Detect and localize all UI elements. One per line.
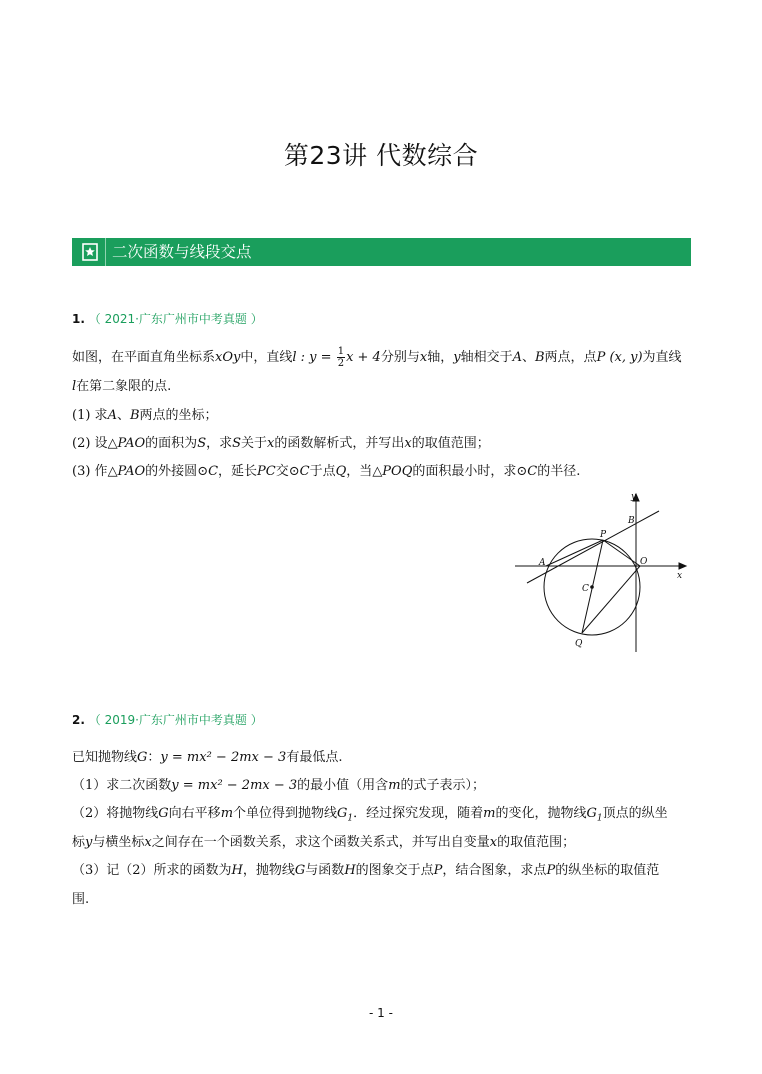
- text: 与函数: [305, 863, 345, 878]
- math-m: m: [483, 806, 496, 821]
- math-triangle-poq: △POQ: [372, 464, 413, 479]
- text: 之间存在一个函数关系，求这个函数关系式，并写出自变量: [151, 835, 490, 850]
- section-banner: [72, 238, 691, 266]
- label-Q: Q: [575, 639, 583, 649]
- text: 的式子表示）；: [400, 778, 486, 793]
- math-G: G: [137, 750, 148, 765]
- text: 为直线: [642, 350, 682, 365]
- banner-divider: [105, 238, 106, 266]
- math-G: G: [158, 806, 169, 821]
- math-m: m: [220, 806, 234, 821]
- math-x: x: [489, 835, 498, 850]
- math-l: l: [72, 379, 77, 394]
- text: 的外接圆: [145, 464, 198, 479]
- section-title: 二次函数与线段交点: [112, 243, 252, 261]
- text: 两点，点: [544, 350, 597, 365]
- text: 的图象交于点: [355, 863, 434, 878]
- question-2-header: [72, 711, 263, 728]
- math-PC: PC: [257, 464, 276, 479]
- x-axis-arrow: [679, 563, 686, 569]
- math-y: y: [453, 350, 461, 365]
- text: 交: [275, 464, 289, 479]
- text: 的变化，抛物线: [495, 806, 587, 821]
- math-G1: $G_1$: [337, 806, 354, 824]
- text: 的纵坐标的取值范: [555, 863, 660, 878]
- math-triangle-pao: △PAO: [107, 436, 146, 451]
- q1-intro-line: [72, 346, 682, 369]
- math-parabola: y = mx² − 2mx − 3: [171, 778, 298, 793]
- label-x: x: [677, 571, 683, 581]
- text: (1) 求: [72, 408, 108, 423]
- text: 向右平移: [168, 806, 221, 821]
- text: ：: [147, 750, 161, 765]
- math-x: x: [419, 350, 428, 365]
- text: 关于: [241, 436, 268, 451]
- q2-line-3: [72, 805, 668, 828]
- text: ，延长: [218, 464, 258, 479]
- q2-line-6: [72, 891, 89, 909]
- text: 轴相交于: [460, 350, 513, 365]
- label-B: B: [628, 516, 635, 526]
- math-xoy: xOy: [215, 350, 241, 365]
- text: 的面积为: [145, 436, 198, 451]
- segment-pa: [546, 540, 603, 566]
- math-B: B: [129, 408, 140, 423]
- text: 两点的坐标；: [139, 408, 218, 423]
- math-B: B: [534, 350, 545, 365]
- q1-part-1: [72, 407, 218, 425]
- question-source: （ 2021·广东广州市中考真题 ）: [88, 312, 263, 326]
- math-G1: $G_1$: [586, 806, 603, 824]
- text: 的取值范围；: [497, 835, 576, 850]
- text: 、: [116, 408, 130, 423]
- math-Q: Q: [335, 464, 347, 479]
- text: 的半径.: [537, 464, 581, 479]
- label-A: A: [539, 558, 546, 568]
- math-P: P: [433, 863, 443, 878]
- text: （3）记（2）所求的函数为: [72, 863, 232, 878]
- math-A: A: [512, 350, 522, 365]
- math-P: P (x, y): [596, 350, 643, 365]
- math-P: P: [546, 863, 556, 878]
- center-point: [590, 585, 594, 589]
- math-parabola: y = mx² − 2mx − 3: [160, 750, 287, 765]
- q1-part-3: [72, 463, 580, 481]
- math-S: S: [232, 436, 242, 451]
- question-1-header: [72, 310, 263, 327]
- segment-po: [603, 540, 640, 566]
- text: （2）将抛物线: [72, 806, 159, 821]
- text: ，抛物线: [242, 863, 295, 878]
- text: 围.: [72, 892, 90, 907]
- question-source: （ 2019·广东广州市中考真题 ）: [88, 713, 263, 727]
- text: 的最小值（用含: [297, 778, 389, 793]
- math-S: S: [197, 436, 207, 451]
- math-x: x: [144, 835, 152, 850]
- page-number: - 1 -: [369, 1006, 393, 1020]
- math-line-eq-rest: x + 4: [346, 350, 381, 365]
- text: 中，直线: [240, 350, 293, 365]
- label-O: O: [640, 557, 648, 567]
- text: 分别与: [380, 350, 420, 365]
- math-x: x: [267, 436, 275, 451]
- text: ．经过探究发现，随着: [353, 806, 484, 821]
- text: 顶点的纵坐: [602, 806, 668, 821]
- label-P: P: [600, 530, 607, 540]
- math-G: G: [294, 863, 306, 878]
- text: 的取值范围；: [411, 436, 490, 451]
- math-circle-c: ⊙C: [197, 464, 219, 479]
- q2-line-5: [72, 862, 659, 880]
- text: ，结合图象，求点: [442, 863, 547, 878]
- label-C: C: [582, 584, 589, 594]
- text: 、: [521, 350, 535, 365]
- q2-line-1: [72, 749, 342, 767]
- question-number: 2.: [72, 713, 85, 727]
- math-fraction: $\frac{1}{2}$: [337, 346, 345, 369]
- math-circle-c: ⊙C: [288, 464, 310, 479]
- math-A: A: [107, 408, 117, 423]
- text: 的面积最小时，求: [412, 464, 517, 479]
- text: ，求: [206, 436, 233, 451]
- text: ，当: [346, 464, 373, 479]
- q2-line-4: [72, 834, 575, 852]
- q2-line-2: [72, 777, 485, 795]
- text: 于点: [309, 464, 336, 479]
- text: 与横坐标: [92, 835, 145, 850]
- text: 如图，在平面直角坐标系: [72, 350, 216, 365]
- question-number: 1.: [72, 312, 85, 326]
- math-line-eq: l : y =: [292, 350, 336, 365]
- text: （1）求二次函数: [72, 778, 172, 793]
- segment-qo: [582, 566, 640, 633]
- math-circle-c: ⊙C: [516, 464, 538, 479]
- geometry-figure: [510, 485, 695, 660]
- text: 在第二象限的点.: [76, 379, 172, 394]
- math-m: m: [388, 778, 401, 793]
- text: 已知抛物线: [72, 750, 138, 765]
- page-title: 第23讲 代数综合: [283, 141, 479, 170]
- label-y: y: [631, 492, 637, 502]
- text: (3) 作: [72, 464, 108, 479]
- text: 轴，: [427, 350, 454, 365]
- text: 标: [72, 835, 86, 850]
- text: 的函数解析式，并写出: [274, 436, 405, 451]
- math-H: H: [231, 863, 243, 878]
- q1-part-2: [72, 435, 490, 453]
- text: 个单位得到抛物线: [233, 806, 338, 821]
- math-x: x: [404, 436, 412, 451]
- text: (2) 设: [72, 436, 108, 451]
- math-H: H: [344, 863, 356, 878]
- math-triangle-pao: △PAO: [107, 464, 146, 479]
- math-y: y: [85, 835, 93, 850]
- text: 有最低点.: [286, 750, 343, 765]
- q1-intro-line-2: [72, 378, 171, 396]
- bookmark-star-icon: [80, 242, 100, 262]
- line-l: [527, 511, 659, 583]
